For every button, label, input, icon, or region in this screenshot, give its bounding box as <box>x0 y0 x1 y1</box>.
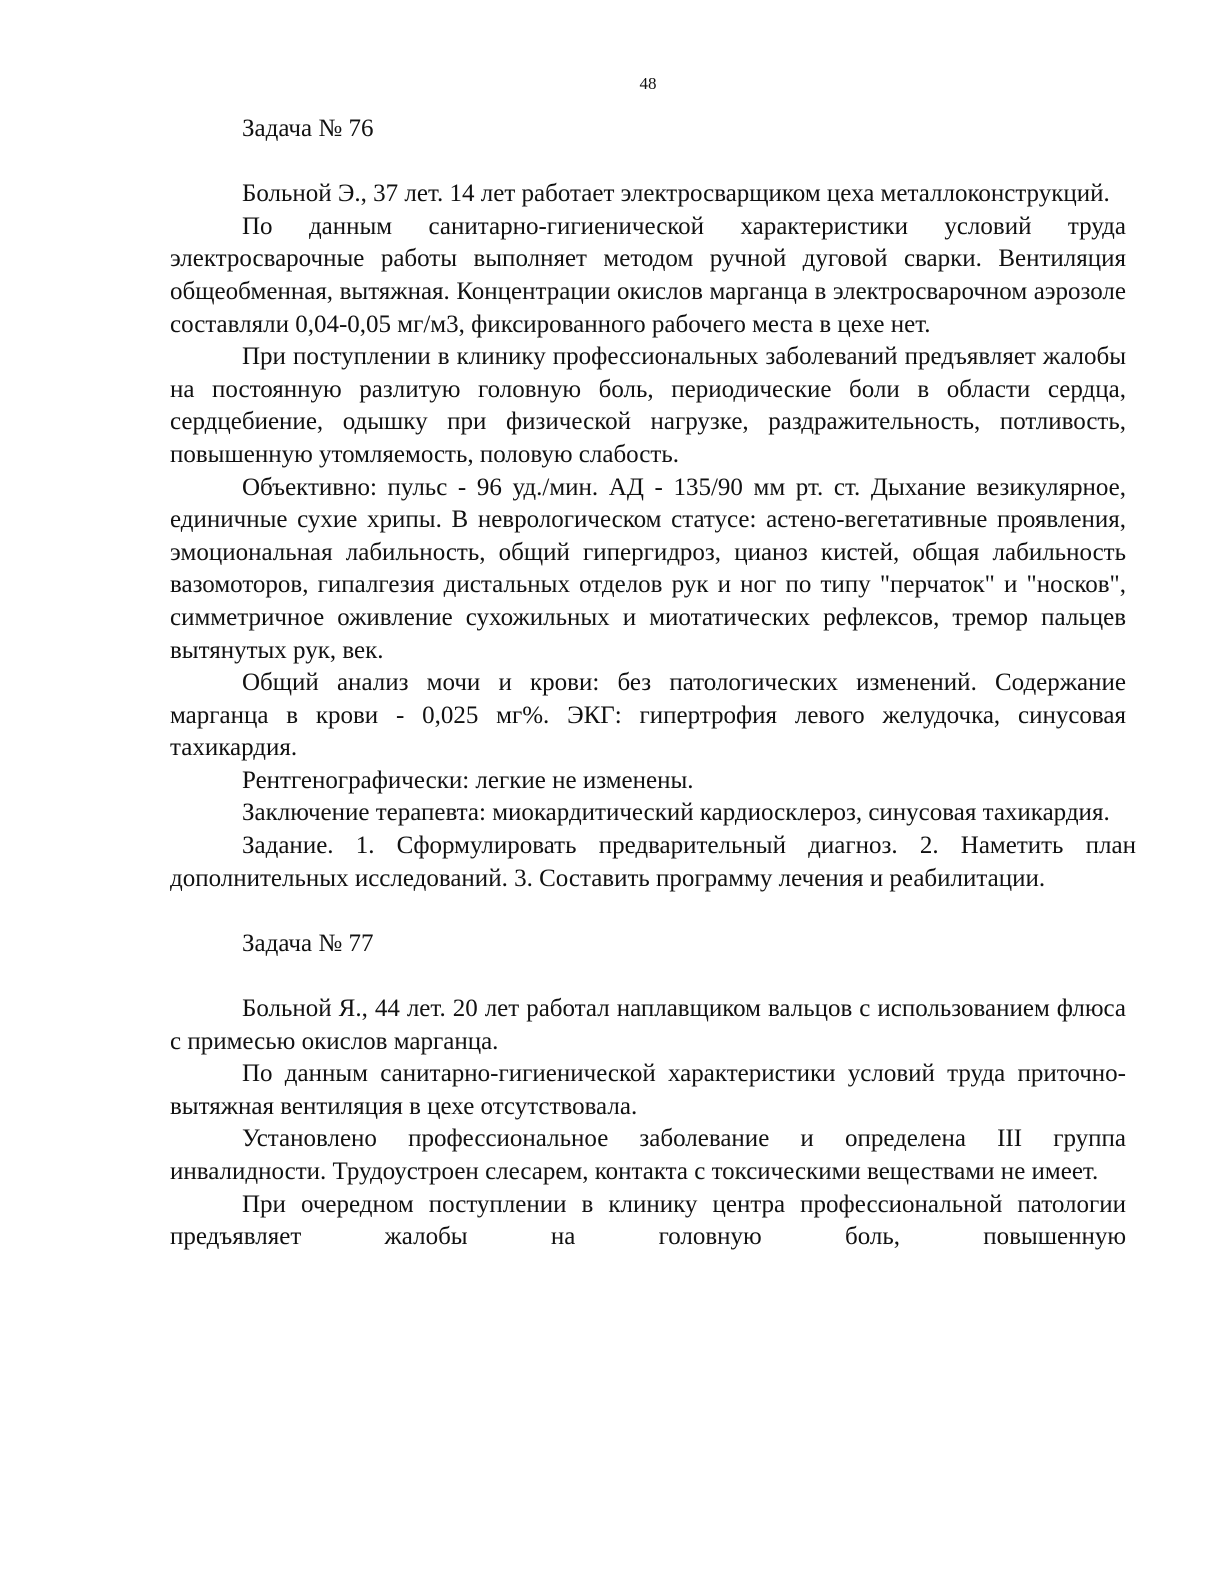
spacer <box>170 146 1126 179</box>
paragraph: Объективно: пульс - 96 уд./мин. АД - 135/90 мм рт. ст. Дыхание везикулярное, единичные сухие хрипы. В неврологическом статусе: астено-вегетативные проявления, эмоциональная лабильность, общий гипергидроз, цианоз кистей, общая лабильность вазомоторов, гипалгезия дистальных отделов рук и ног по типу "перчаток" и "носков", симметричное оживление сухожильных и миотатических рефлексов, тремор пальцев вытянутых рук, век. <box>170 473 1126 664</box>
paragraph: По данным санитарно-гигиенической характеристики условий труда приточно-вытяжная вентиляция в цехе отсутствовала. <box>170 1060 1126 1120</box>
paragraph: Заключение терапевта: миокардитический кардиосклероз, синусовая тахикардия. <box>242 799 1110 827</box>
paragraph: Общий анализ мочи и крови: без патологических изменений. Содержание марганца в крови - 0,025 мг%. ЭКГ: гипертрофия левого желудочка, синусовая тахикардия. <box>170 669 1126 762</box>
task-76 <box>170 113 1136 895</box>
paragraph: Больной Э., 37 лет. 14 лет работает электросварщиком цеха металлоконструкций. <box>242 180 1110 208</box>
assignment-paragraph: Задание. 1. Сформулировать предварительный диагноз. 2. Наметить план дополнительных исследований. 3. Составить программу лечения и реабилитации. <box>170 832 1136 892</box>
task-title: Задача № 76 <box>242 115 374 142</box>
task-77 <box>170 928 1126 1254</box>
paragraph: Установлено профессиональное заболевание и определена III группа инвалидности. Трудоустроен слесарем, контакта с токсическими веществами не имеет. <box>170 1125 1126 1185</box>
paragraph: Больной Я., 44 лет. 20 лет работал наплавщиком вальцов с использованием флюса с примесью окислов марганца. <box>170 995 1126 1055</box>
spacer <box>170 960 1126 993</box>
paragraph: Рентгенографически: легкие не изменены. <box>242 766 694 794</box>
paragraph: При очередном поступлении в клинику центра профессиональной патологии предъявляет жалобы на головную боль, повышенную <box>170 1190 1126 1251</box>
task-title: Задача № 77 <box>242 929 374 957</box>
paragraph: По данным санитарно-гигиенической характеристики условий труда электросварочные работы выполняет методом ручной дуговой сварки. Вентиляция общеобменная, вытяжная. Концентрации окислов марганца в электросварочном аэрозоле составляли 0,04-0,05 мг/м3, фиксированного рабочего места в цехе нет. <box>170 212 1126 338</box>
page-number: 48 <box>639 74 657 93</box>
paragraph: При поступлении в клинику профессиональных заболеваний предъявляет жалобы на постоянную разлитую головную боль, периодические боли в области сердца, сердцебиение, одышку при физической нагрузке, раздражительность, потливость, повышенную утомляемость, половую слабость. <box>170 343 1126 468</box>
page-content <box>170 113 1136 1254</box>
